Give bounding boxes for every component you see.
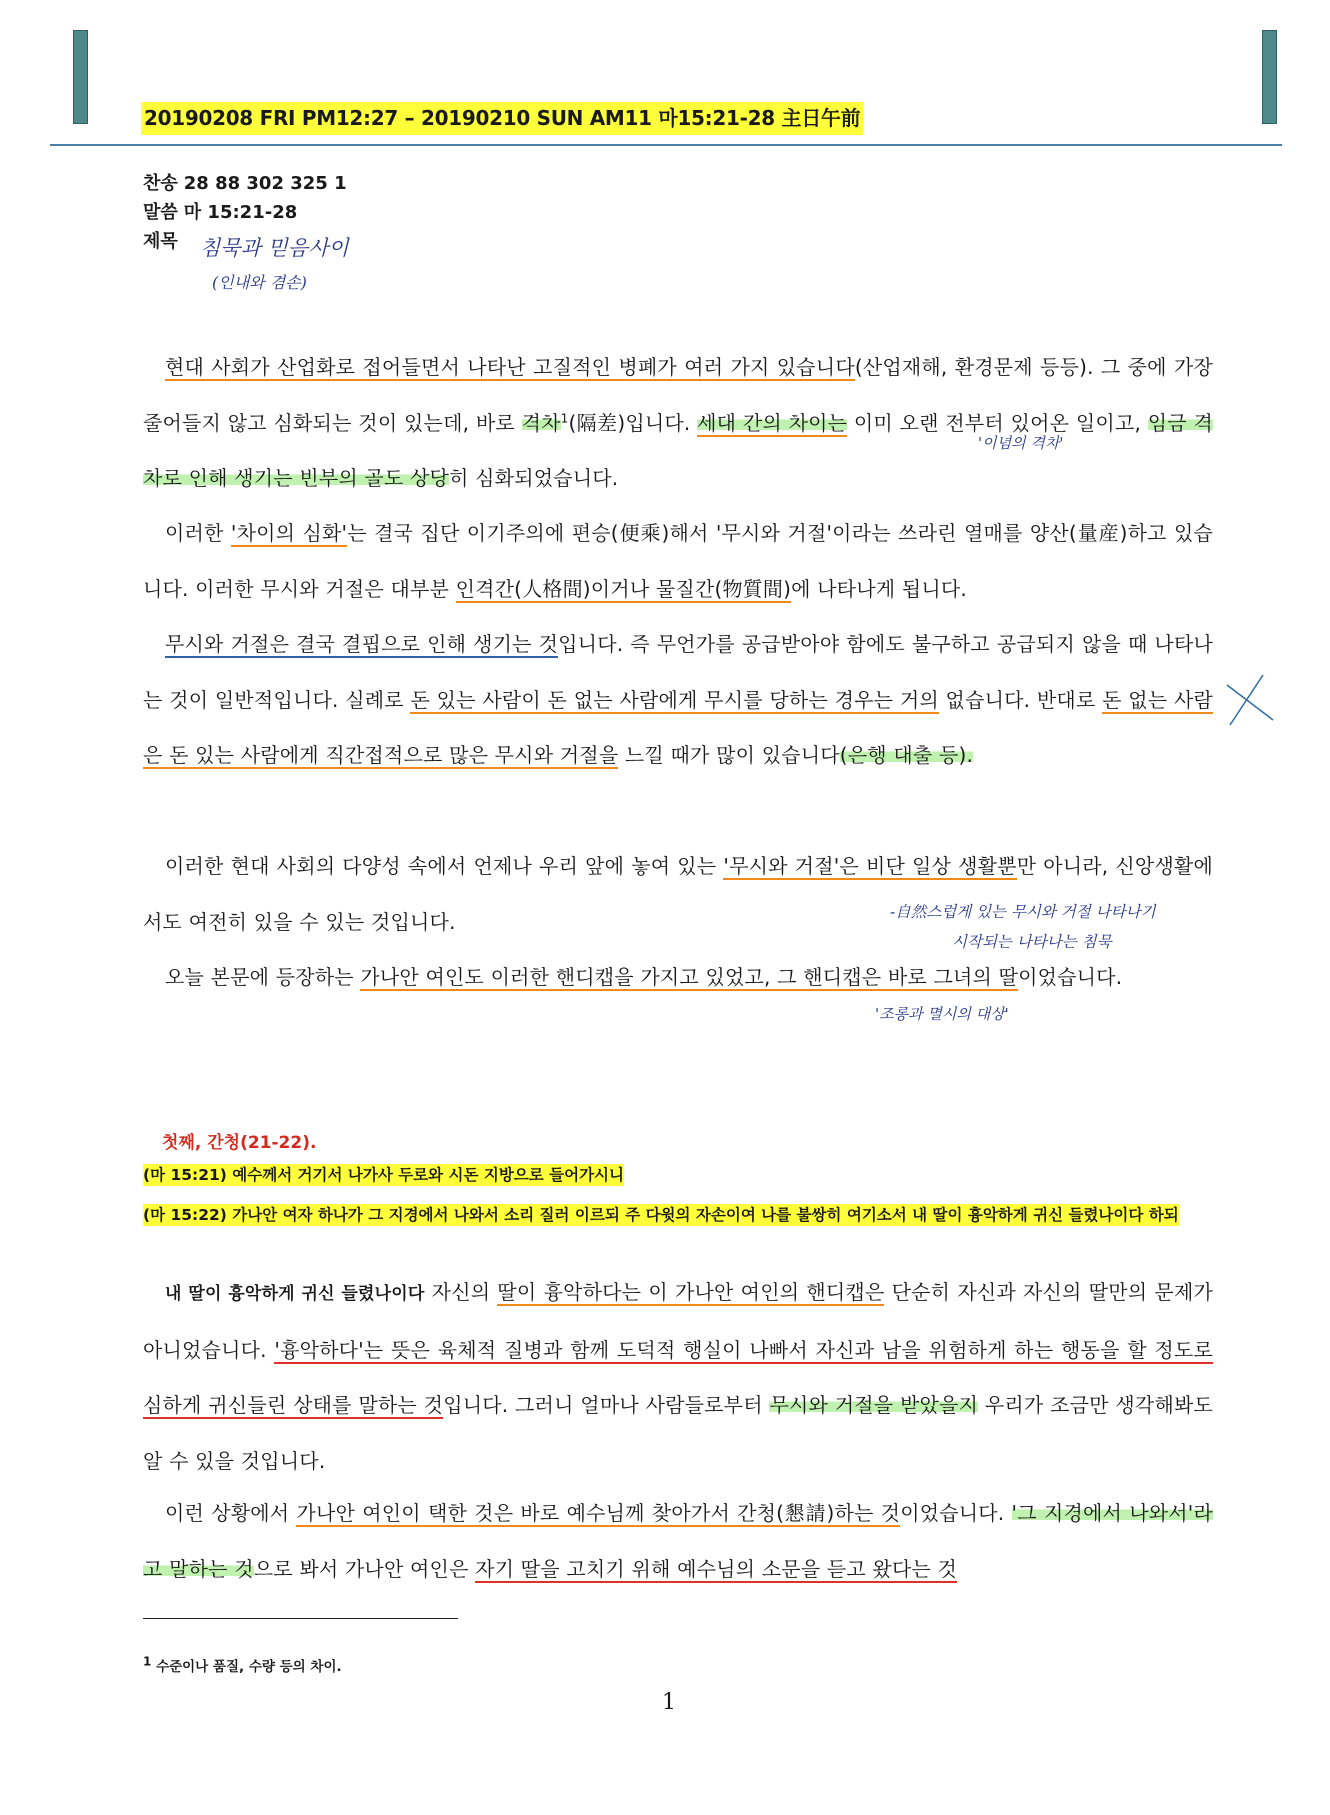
p1-underline: 현대 사회가 산업화로 접어들면서 나타난 고질적인 병폐가 여러 가지 있습니다 (165, 355, 855, 379)
p2-underline-interpersonal: 인격간(人格間)이거나 물질간(物質間) (455, 576, 792, 601)
scripture-label: 말씀 (143, 202, 178, 223)
p2-underline-deepening: '차이의 심화' (230, 521, 348, 545)
footnote-text: 수준이나 품질, 수량 등의 차이. (156, 1659, 342, 1675)
p7-underline-plead: 가나안 여인이 택한 것은 바로 예수님께 찾아가서 간청(懇請)하는 것 (296, 1501, 901, 1525)
subject-label: 제목 (143, 231, 178, 252)
hymn-line (143, 173, 347, 195)
scripture-value: 마 15:21-28 (183, 202, 298, 223)
handwritten-title-sub: (인내와 겸손) (212, 273, 307, 292)
paragraph-3: 무시와 거절은 결국 결핍으로 인해 생기는 것입니다. 즉 무언가를 공급받아야 함에도 불구하고 공급되지 않을 때 나타나는 것이 일반적입니다. 실례로 돈 있는 사람이 돈 없는 사람에게 무시를 당하는 경우는 거의 없습니다. 반대로 돈 없는 사람은 돈 있는 사람에게 직간접적으로 많은 무시와 거절을 느낄 때가 많이 있습니다(은행 대출 등). (143, 632, 1214, 767)
p7-underline-heal: 자기 딸을 고치기 위해 예수님의 소문을 듣고 왔다는 것 (475, 1556, 958, 1581)
scripture-line (143, 202, 297, 224)
handwritten-gap-note: '이념의 격차' (978, 434, 1064, 452)
header-rule (50, 144, 1282, 146)
verse-21 (143, 1160, 1213, 1190)
paragraph-4: 이러한 현대 사회의 다양성 속에서 언제나 우리 앞에 놓여 있는 '무시와 거절'은 비단 일상 생활뿐만 아니라, 신앙생활에서도 여전히 있을 수 있는 것입니다. (143, 854, 1213, 934)
p1-highlight-gap: 격차 (521, 410, 561, 435)
page-number: 1 (662, 1690, 676, 1715)
handwritten-ignore-note-2: 시작되는 나타나는 침묵 (952, 933, 1112, 951)
footnote-rule (143, 1618, 458, 1619)
p3-highlight-bank: (은행 대출 등). (839, 743, 974, 767)
handwritten-ignore-note-1: -自然스럽게 있는 무시와 거절 나타나기 (890, 903, 1156, 921)
footnote-ref: 1 (560, 410, 569, 425)
page-header: 20190208 FRI PM12:27 – 20190210 SUN AM11 마15:21-28 主日午前 (141, 102, 863, 135)
p6-underline-daughter: 딸이 흉악하다는 이 가나안 여인의 핸디캡은 (497, 1280, 885, 1304)
verse-22-text: (마 15:22) 가나안 여자 하나가 그 지경에서 나와서 소리 질러 이르되 주 다윗의 자손이여 나를 불쌍히 여기소서 내 딸이 흉악하게 귀신 들렸나이다 하되 (143, 1206, 1179, 1224)
p6-lead-quote: 내 딸이 흉악하게 귀신 들렸나이다 (165, 1284, 425, 1304)
paragraph-1: 현대 사회가 산업화로 접어들면서 나타난 고질적인 병폐가 여러 가지 있습니다(산업재해, 환경문제 등등). 그 중에 가장 줄어들지 않고 심화되는 것이 있는데, 바로 격차$^1$(隔差)입니다. 세대 간의 차이는 이미 오랜 전부터 있어온 일이고, 임금 격차로 인해 생기는 빈부의 골도 상당히 심화되었습니다. (143, 355, 1213, 490)
footnote-mark: 1 (143, 1654, 152, 1669)
paragraph-5: 오늘 본문에 등장하는 가나안 여인도 이러한 핸디캡을 가지고 있었고, 그 핸디캡은 바로 그녀의 딸이었습니다. (165, 965, 1123, 989)
handwritten-title: 침묵과 믿음사이 (200, 236, 349, 260)
paragraph-2: 이러한 '차이의 심화'는 결국 집단 이기주의에 편승(便乘)해서 '무시와 거절'이라는 쓰라린 열매를 양산(量産)하고 있습니다. 이러한 무시와 거절은 대부분 인격간(人格間)이거나 물질간(物質間)에 나타나게 됩니다. (143, 521, 1213, 601)
p5-underline-handicap: 가나안 여인도 이러한 핸디캡을 가지고 있었고, 그 핸디캡은 바로 그녀의 딸 (360, 965, 1019, 989)
left-binder-bar (73, 30, 88, 124)
p1-highlight-generation: 세대 간의 차이는 (697, 410, 848, 435)
p1-highlight-wage: 임금 격차로 인해 생기는 빈부의 골도 상당 (143, 410, 1213, 490)
handwritten-daughter-note: '조롱과 멸시의 대상' (875, 1005, 1009, 1023)
footnote (143, 1655, 342, 1675)
p6-highlight-ignore: 무시와 거절을 받았을지 (769, 1393, 979, 1417)
hymn-value: 28 88 302 325 1 (183, 173, 347, 194)
p6-underline-wicked: '흉악하다'는 뜻은 육체적 질병과 함께 도덕적 행실이 나빠서 자신과 남을 위험하게 하는 행동을 할 정도로 심하게 귀신들린 상태를 말하는 것 (143, 1337, 1213, 1417)
verse-22 (143, 1200, 1213, 1230)
paragraph-6: 내 딸이 흉악하게 귀신 들렸나이다 자신의 딸이 흉악하다는 이 가나안 여인의 핸디캡은 단순히 자신과 자신의 딸만의 문제가 아니었습니다. '흉악하다'는 뜻은 육체적 질병과 함께 도덕적 행실이 나빠서 자신과 남을 위험하게 하는 행동을 할 정도로 심하게 귀신들린 상태를 말하는 것입니다. 그러니 얼마나 사람들로부터 무시와 거절을 받았을지 우리가 조금만 생각해봐도 알 수 있을 것입니다. (143, 1280, 1213, 1473)
paragraph-7: 이런 상황에서 가나안 여인이 택한 것은 바로 예수님께 찾아가서 간청(懇請)하는 것이었습니다. '그 지경에서 나와서'라고 말하는 것으로 봐서 가나안 여인은 자기 딸을 고치기 위해 예수님의 소문을 듣고 왔다는 것 (143, 1501, 1213, 1581)
hymn-label: 찬송 (143, 173, 178, 194)
section-title: 첫째, 간청(21-22). (162, 1133, 317, 1153)
p3-underline-rich: 돈 있는 사람이 돈 없는 사람에게 무시를 당하는 경우는 거의 (410, 687, 939, 712)
p4-underline-ignore: '무시와 거절'은 비단 일상 생활뿐 (723, 854, 1017, 878)
verse-21-text: (마 15:21) 예수께서 거기서 나가사 두로와 시돈 지방으로 들어가시니 (143, 1166, 625, 1184)
subject-line (143, 231, 184, 253)
handwritten-x-mark (1225, 670, 1275, 730)
p3-underline-deficiency: 무시와 거절은 결국 결핍으로 인해 생기는 것 (165, 632, 559, 656)
right-binder-bar (1262, 30, 1277, 124)
p7-highlight-region: '그 지경에서 나와서'라고 말하는 것 (143, 1501, 1213, 1581)
p3-underline-poor: 돈 없는 사람은 돈 있는 사람에게 직간접적으로 많은 무시와 거절을 (143, 687, 1214, 767)
